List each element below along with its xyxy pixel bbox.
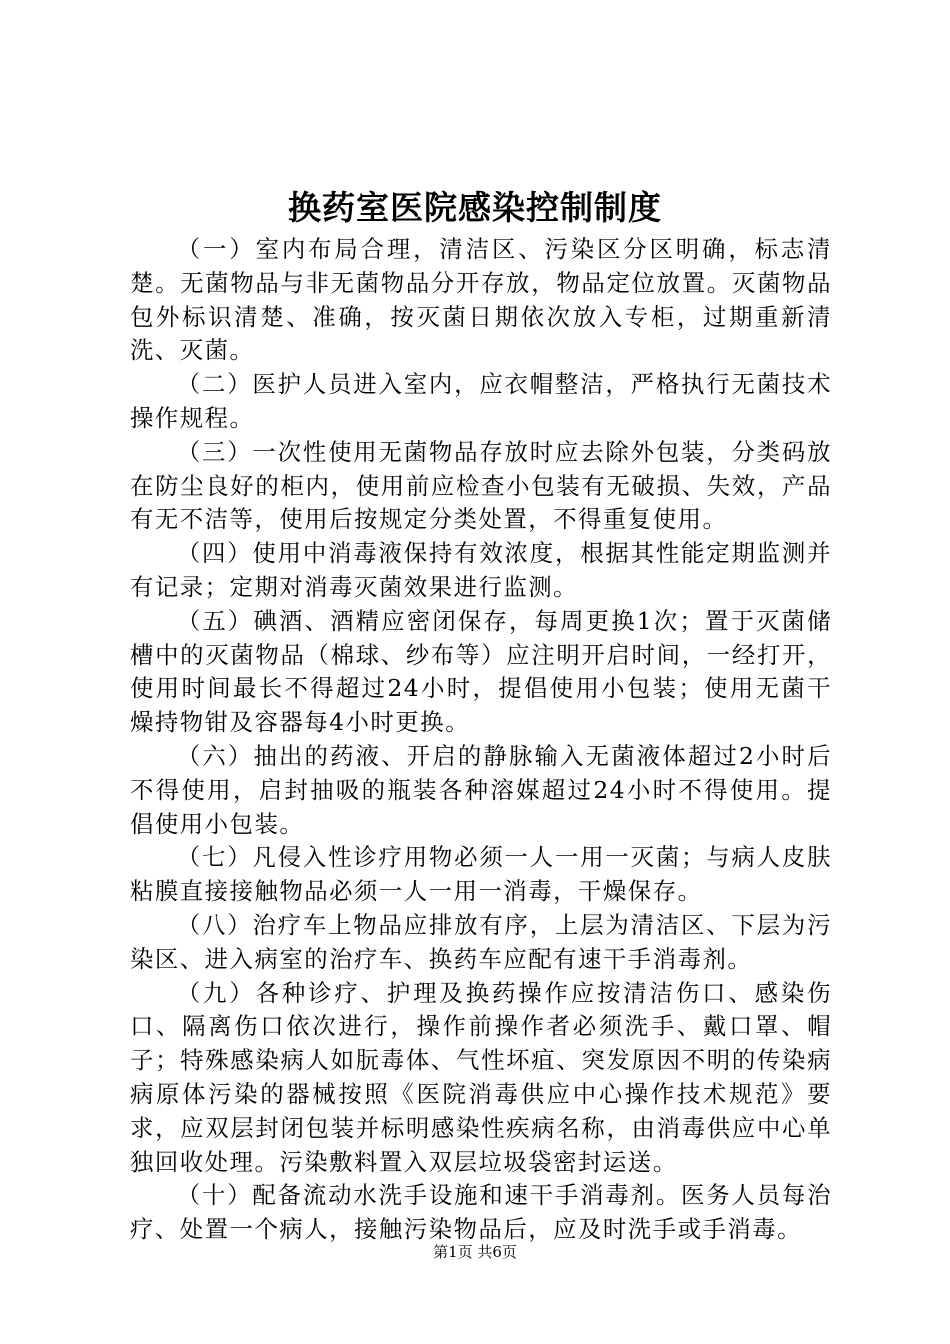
paragraph-10: （十）配备流动水洗手设施和速干手消毒剂。医务人员每治疗、处置一个病人，接触污染物品后，应及时洗手或手消毒。 [130,1181,832,1244]
paragraph-1: （一）室内布局合理，清洁区、污染区分区明确，标志清楚。无菌物品与非无菌物品分开存放，物品定位放置。灭菌物品包外标识清楚、准确，按灭菌日期依次放入专柜，过期重新清洗、灭菌。 [130,235,832,365]
document-body [130,233,832,1247]
paragraph-8: （八）治疗车上物品应排放有序，上层为清洁区、下层为污染区、进入病室的治疗车、换药车应配有速干手消毒剂。 [130,910,832,973]
document-title: 换药室医院感染控制制度 [288,188,662,227]
paragraph-9: （九）各种诊疗、护理及换药操作应按清洁伤口、感染伤口、隔离伤口依次进行，操作前操作者必须洗手、戴口罩、帽子；特殊感染病人如朊毒体、气性坏疽、突发原因不明的传染病病原体污染的器械按照《医院消毒供应中心操作技术规范》要求，应双层封闭包装并标明感染性疾病名称，由消毒供应中心单独回收处理。污染敷料置入双层垃圾袋密封运送。 [130,978,832,1176]
page-footer: 第1页 共6页 [433,1243,517,1261]
paragraph-6: （六）抽出的药液、开启的静脉输入无菌液体超过2小时后不得使用，启封抽吸的瓶装各种溶媒超过24小时不得使用。提倡使用小包装。 [130,741,832,838]
paragraph-5: （五）碘酒、酒精应密闭保存，每周更换1次；置于灭菌储槽中的灭菌物品（棉球、纱布等）应注明开启时间，一经打开，使用时间最长不得超过24小时，提倡使用小包装；使用无菌干燥持物钳及容器每4小时更换。 [130,606,832,737]
paragraph-4: （四）使用中消毒液保持有效浓度，根据其性能定期监测并有记录；定期对消毒灭菌效果进行监测。 [130,539,832,601]
paragraph-7: （七）凡侵入性诊疗用物必须一人一用一灭菌；与病人皮肤粘膜直接接触物品必须一人一用一消毒，干燥保存。 [130,843,832,906]
paragraph-3: （三）一次性使用无菌物品存放时应去除外包装，分类码放在防尘良好的柜内，使用前应检查小包装有无破损、失效，产品有无不洁等，使用后按规定分类处置，不得重复使用。 [130,437,832,534]
paragraph-2: （二）医护人员进入室内，应衣帽整洁，严格执行无菌技术操作规程。 [130,370,832,432]
